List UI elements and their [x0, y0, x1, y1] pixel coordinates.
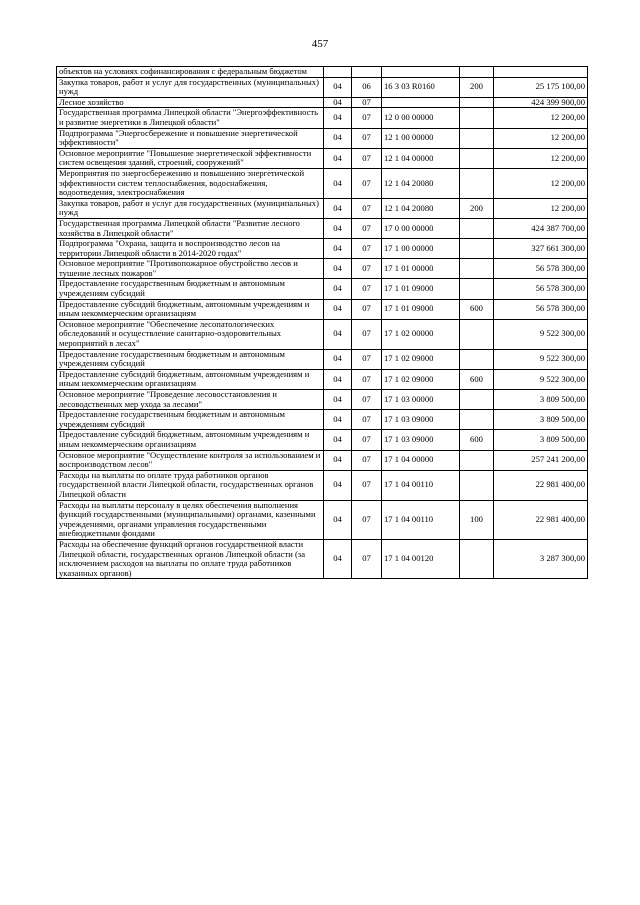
row-subsection-code-cell: 07	[352, 97, 382, 108]
row-amount-cell: 9 522 300,00	[494, 369, 588, 389]
row-expense-type-cell	[460, 108, 494, 128]
table-row	[57, 319, 588, 349]
row-expense-type-cell	[460, 410, 494, 430]
row-section-code-cell: 04	[324, 148, 352, 168]
row-section-code-cell: 04	[324, 349, 352, 369]
row-target-article-cell: 12 0 00 00000	[382, 108, 460, 128]
row-expense-type-cell	[460, 97, 494, 108]
row-section-code-cell: 04	[324, 470, 352, 500]
row-amount-cell: 3 287 300,00	[494, 539, 588, 578]
row-target-article-cell: 17 1 01 09000	[382, 279, 460, 299]
row-expense-type-cell	[460, 259, 494, 279]
row-amount-cell: 3 809 500,00	[494, 430, 588, 450]
table-row	[57, 500, 588, 539]
row-section-code-cell: 04	[324, 319, 352, 349]
row-expense-type-cell: 600	[460, 430, 494, 450]
row-expense-type-cell: 200	[460, 77, 494, 97]
row-section-code-cell: 04	[324, 539, 352, 578]
row-expense-type-cell	[460, 128, 494, 148]
row-target-article-cell: 17 1 02 09000	[382, 369, 460, 389]
row-name-cell: Подпрограмма "Охрана, защита и воспроизводство лесов на территории Липецкой области в 2014-2020 годах"	[57, 239, 324, 259]
row-target-article-cell: 17 1 04 00000	[382, 450, 460, 470]
table-row	[57, 430, 588, 450]
row-subsection-code-cell: 07	[352, 108, 382, 128]
row-subsection-code-cell: 07	[352, 168, 382, 198]
row-name-cell: Расходы на обеспечение функций органов государственной власти Липецкой области, государственных органов Липецкой области (за исключением расходов на выплаты по оплате труда работников указанных органов)	[57, 539, 324, 578]
row-subsection-code-cell: 07	[352, 430, 382, 450]
row-target-article-cell: 17 1 01 09000	[382, 299, 460, 319]
row-name-cell: объектов на условиях софинансирования с федеральным бюджетом	[57, 67, 324, 78]
row-target-article-cell: 17 1 01 00000	[382, 259, 460, 279]
table-row	[57, 67, 588, 78]
row-target-article-cell: 17 1 03 09000	[382, 430, 460, 450]
row-subsection-code-cell: 07	[352, 390, 382, 410]
table-row	[57, 77, 588, 97]
row-expense-type-cell	[460, 319, 494, 349]
row-target-article-cell: 17 1 02 00000	[382, 319, 460, 349]
row-name-cell: Расходы на выплаты по оплате труда работников органов государственной власти Липецкой области, государственных органов Липецкой области	[57, 470, 324, 500]
row-name-cell: Расходы на выплаты персоналу в целях обеспечения выполнения функций государственными (муниципальными) органами, казенными учреждениями, органами управления государственными внебюджетными фондами	[57, 500, 324, 539]
row-target-article-cell: 17 0 00 00000	[382, 218, 460, 238]
row-target-article-cell: 17 1 02 09000	[382, 349, 460, 369]
row-amount-cell	[494, 67, 588, 78]
table-row	[57, 97, 588, 108]
row-section-code-cell: 04	[324, 279, 352, 299]
row-subsection-code-cell: 07	[352, 198, 382, 218]
row-subsection-code-cell: 07	[352, 239, 382, 259]
row-name-cell: Государственная программа Липецкой области "Энергоэффективность и развитие энергетики в Липецкой области"	[57, 108, 324, 128]
row-subsection-code-cell: 07	[352, 349, 382, 369]
row-subsection-code-cell: 07	[352, 410, 382, 430]
row-section-code-cell: 04	[324, 369, 352, 389]
row-subsection-code-cell: 07	[352, 450, 382, 470]
row-expense-type-cell	[460, 168, 494, 198]
table-row	[57, 349, 588, 369]
row-target-article-cell: 17 1 04 00110	[382, 470, 460, 500]
row-name-cell: Закупка товаров, работ и услуг для государственных (муниципальных) нужд	[57, 77, 324, 97]
row-name-cell: Государственная программа Липецкой области "Развитие лесного хозяйства в Липецкой области"	[57, 218, 324, 238]
row-name-cell: Предоставление субсидий бюджетным, автономным учреждениям и иным некоммерческим организациям	[57, 299, 324, 319]
table-row	[57, 259, 588, 279]
row-section-code-cell: 04	[324, 198, 352, 218]
row-subsection-code-cell: 07	[352, 319, 382, 349]
row-amount-cell: 327 661 300,00	[494, 239, 588, 259]
row-name-cell: Закупка товаров, работ и услуг для государственных (муниципальных) нужд	[57, 198, 324, 218]
row-amount-cell: 424 399 900,00	[494, 97, 588, 108]
row-amount-cell: 22 981 400,00	[494, 500, 588, 539]
row-expense-type-cell	[460, 470, 494, 500]
table-row	[57, 299, 588, 319]
row-expense-type-cell	[460, 349, 494, 369]
row-target-article-cell: 12 1 04 20080	[382, 168, 460, 198]
row-section-code-cell: 04	[324, 97, 352, 108]
row-amount-cell: 9 522 300,00	[494, 319, 588, 349]
row-target-article-cell: 12 1 04 20080	[382, 198, 460, 218]
row-name-cell: Основное мероприятие "Проведение лесовосстановления и лесоводственных мер ухода за лесами"	[57, 390, 324, 410]
row-subsection-code-cell: 07	[352, 279, 382, 299]
row-subsection-code-cell: 07	[352, 218, 382, 238]
row-expense-type-cell	[460, 539, 494, 578]
row-subsection-code-cell: 06	[352, 77, 382, 97]
table-row	[57, 128, 588, 148]
row-expense-type-cell: 600	[460, 369, 494, 389]
row-amount-cell: 3 809 500,00	[494, 390, 588, 410]
row-expense-type-cell: 600	[460, 299, 494, 319]
row-expense-type-cell	[460, 390, 494, 410]
row-target-article-cell	[382, 97, 460, 108]
row-subsection-code-cell: 07	[352, 539, 382, 578]
row-name-cell: Основное мероприятие "Обеспечение лесопатологических обследований и осуществление санитарно-оздоровительных мероприятий в лесах"	[57, 319, 324, 349]
table-row	[57, 218, 588, 238]
row-section-code-cell: 04	[324, 168, 352, 198]
row-amount-cell: 12 200,00	[494, 198, 588, 218]
row-name-cell: Подпрограмма "Энергосбережение и повышение энергетической эффективности"	[57, 128, 324, 148]
table-row	[57, 198, 588, 218]
row-expense-type-cell: 100	[460, 500, 494, 539]
row-expense-type-cell	[460, 67, 494, 78]
row-name-cell: Предоставление государственным бюджетным и автономным учреждениям субсидий	[57, 279, 324, 299]
row-name-cell: Основное мероприятие "Повышение энергетической эффективности систем освещения зданий, строений, сооружений"	[57, 148, 324, 168]
row-section-code-cell: 04	[324, 500, 352, 539]
row-section-code-cell: 04	[324, 410, 352, 430]
row-subsection-code-cell: 07	[352, 148, 382, 168]
row-amount-cell: 257 241 200,00	[494, 450, 588, 470]
row-expense-type-cell	[460, 239, 494, 259]
row-subsection-code-cell: 07	[352, 369, 382, 389]
table-row	[57, 168, 588, 198]
table-row	[57, 279, 588, 299]
row-target-article-cell: 17 1 03 00000	[382, 390, 460, 410]
row-amount-cell: 3 809 500,00	[494, 410, 588, 430]
row-name-cell: Предоставление субсидий бюджетным, автономным учреждениям и иным некоммерческим организациям	[57, 369, 324, 389]
row-amount-cell: 56 578 300,00	[494, 299, 588, 319]
budget-table	[56, 66, 588, 579]
row-section-code-cell: 04	[324, 450, 352, 470]
table-row	[57, 410, 588, 430]
row-target-article-cell: 12 1 00 00000	[382, 128, 460, 148]
row-target-article-cell: 12 1 04 00000	[382, 148, 460, 168]
row-amount-cell: 424 387 700,00	[494, 218, 588, 238]
row-section-code-cell: 04	[324, 77, 352, 97]
row-amount-cell: 9 522 300,00	[494, 349, 588, 369]
row-name-cell: Предоставление государственным бюджетным и автономным учреждениям субсидий	[57, 349, 324, 369]
row-section-code-cell: 04	[324, 239, 352, 259]
row-section-code-cell: 04	[324, 259, 352, 279]
row-section-code-cell: 04	[324, 108, 352, 128]
row-expense-type-cell: 200	[460, 198, 494, 218]
budget-table-body	[57, 67, 588, 579]
row-amount-cell: 56 578 300,00	[494, 279, 588, 299]
row-section-code-cell: 04	[324, 128, 352, 148]
table-row	[57, 148, 588, 168]
table-row	[57, 239, 588, 259]
page-number: 457	[311, 38, 329, 50]
row-target-article-cell: 17 1 00 00000	[382, 239, 460, 259]
table-row	[57, 390, 588, 410]
row-section-code-cell: 04	[324, 390, 352, 410]
row-expense-type-cell	[460, 279, 494, 299]
row-amount-cell: 12 200,00	[494, 128, 588, 148]
row-section-code-cell	[324, 67, 352, 78]
row-name-cell: Лесное хозяйство	[57, 97, 324, 108]
row-name-cell: Предоставление субсидий бюджетным, автономным учреждениям и иным некоммерческим организациям	[57, 430, 324, 450]
row-amount-cell: 12 200,00	[494, 168, 588, 198]
row-section-code-cell: 04	[324, 218, 352, 238]
row-section-code-cell: 04	[324, 430, 352, 450]
row-expense-type-cell	[460, 148, 494, 168]
row-name-cell: Основное мероприятие "Противопожарное обустройство лесов и тушение лесных пожаров"	[57, 259, 324, 279]
row-amount-cell: 12 200,00	[494, 148, 588, 168]
row-target-article-cell: 17 1 04 00110	[382, 500, 460, 539]
row-subsection-code-cell	[352, 67, 382, 78]
row-subsection-code-cell: 07	[352, 470, 382, 500]
row-subsection-code-cell: 07	[352, 299, 382, 319]
row-subsection-code-cell: 07	[352, 259, 382, 279]
table-row	[57, 108, 588, 128]
row-name-cell: Предоставление государственным бюджетным и автономным учреждениям субсидий	[57, 410, 324, 430]
row-amount-cell: 25 175 100,00	[494, 77, 588, 97]
row-subsection-code-cell: 07	[352, 128, 382, 148]
table-row	[57, 450, 588, 470]
row-expense-type-cell	[460, 450, 494, 470]
table-row	[57, 539, 588, 578]
row-subsection-code-cell: 07	[352, 500, 382, 539]
row-amount-cell: 12 200,00	[494, 108, 588, 128]
row-target-article-cell: 17 1 03 09000	[382, 410, 460, 430]
row-name-cell: Основное мероприятие "Осуществление контроля за использованием и воспроизводством лесов"	[57, 450, 324, 470]
row-amount-cell: 56 578 300,00	[494, 259, 588, 279]
row-amount-cell: 22 981 400,00	[494, 470, 588, 500]
row-expense-type-cell	[460, 218, 494, 238]
row-name-cell: Мероприятия по энергосбережению и повышению энергетической эффективности систем теплоснабжения, водоснабжения, водоотведения, электроснабжения	[57, 168, 324, 198]
row-section-code-cell: 04	[324, 299, 352, 319]
row-target-article-cell: 17 1 04 00120	[382, 539, 460, 578]
row-target-article-cell: 16 3 03 R0160	[382, 77, 460, 97]
table-row	[57, 470, 588, 500]
row-target-article-cell	[382, 67, 460, 78]
table-row	[57, 369, 588, 389]
